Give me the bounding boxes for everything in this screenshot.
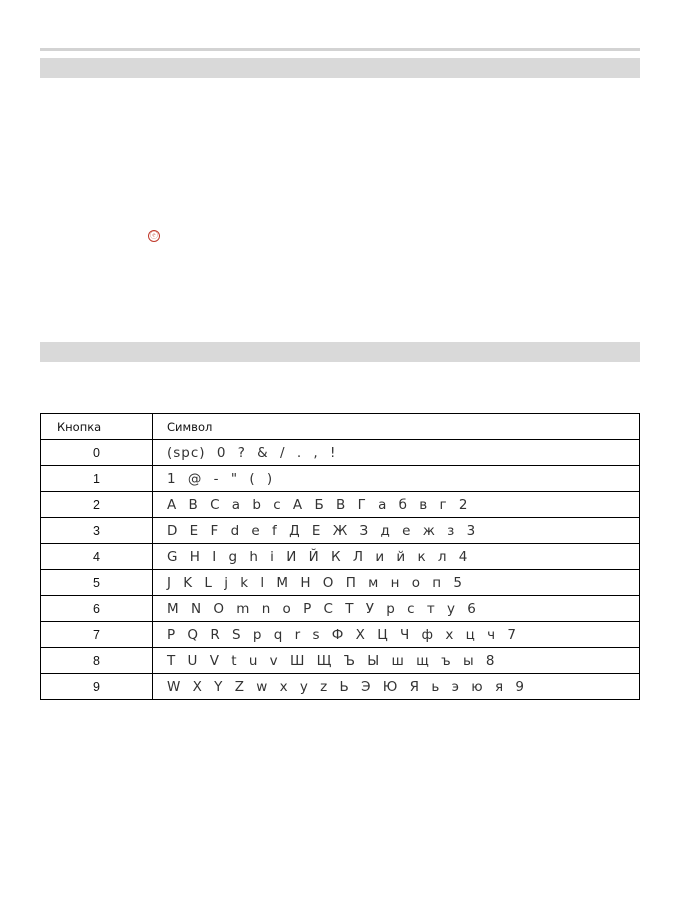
key-cell: 0 <box>41 440 153 466</box>
table-row <box>41 648 640 674</box>
header-symbol: Символ <box>153 414 640 440</box>
key-cell: 6 <box>41 596 153 622</box>
top-divider <box>40 48 640 51</box>
key-symbol-table <box>40 413 640 700</box>
section-header-bar <box>40 342 640 362</box>
table-row <box>41 518 640 544</box>
key-cell: 5 <box>41 570 153 596</box>
table-row <box>41 674 640 700</box>
table-row <box>41 622 640 648</box>
table-row <box>41 492 640 518</box>
key-cell: 3 <box>41 518 153 544</box>
symbols-cell: A B C a b c А Б В Г а б в г 2 <box>153 492 640 518</box>
table-row <box>41 466 640 492</box>
key-cell: 8 <box>41 648 153 674</box>
symbols-cell: P Q R S p q r s Ф Х Ц Ч ф х ц ч 7 <box>153 622 640 648</box>
symbols-cell: J K L j k l М Н О П м н о п 5 <box>153 570 640 596</box>
key-cell: 2 <box>41 492 153 518</box>
key-cell: 7 <box>41 622 153 648</box>
table-row <box>41 596 640 622</box>
symbols-cell: G H I g h i И Й К Л и й к л 4 <box>153 544 640 570</box>
key-cell: 1 <box>41 466 153 492</box>
section-header-bar <box>40 58 640 78</box>
symbols-cell: 1 @ - " ( ) <box>153 466 640 492</box>
symbols-cell: T U V t u v Ш Щ Ъ Ы ш щ ъ ы 8 <box>153 648 640 674</box>
symbols-cell: (spc) 0 ? & / . , ! <box>153 440 640 466</box>
key-cell: 9 <box>41 674 153 700</box>
table-row <box>41 570 640 596</box>
table-header-row <box>41 414 640 440</box>
symbols-cell: M N O m n o Р С Т У р с т у 6 <box>153 596 640 622</box>
end-call-key-icon: ⓔ <box>150 231 158 240</box>
table-row <box>41 440 640 466</box>
table-row <box>41 544 640 570</box>
key-cell: 4 <box>41 544 153 570</box>
header-key: Кнопка <box>41 414 153 440</box>
symbols-cell: D E F d e f Д Е Ж З д е ж з 3 <box>153 518 640 544</box>
symbols-cell: W X Y Z w x y z Ь Э Ю Я ь э ю я 9 <box>153 674 640 700</box>
